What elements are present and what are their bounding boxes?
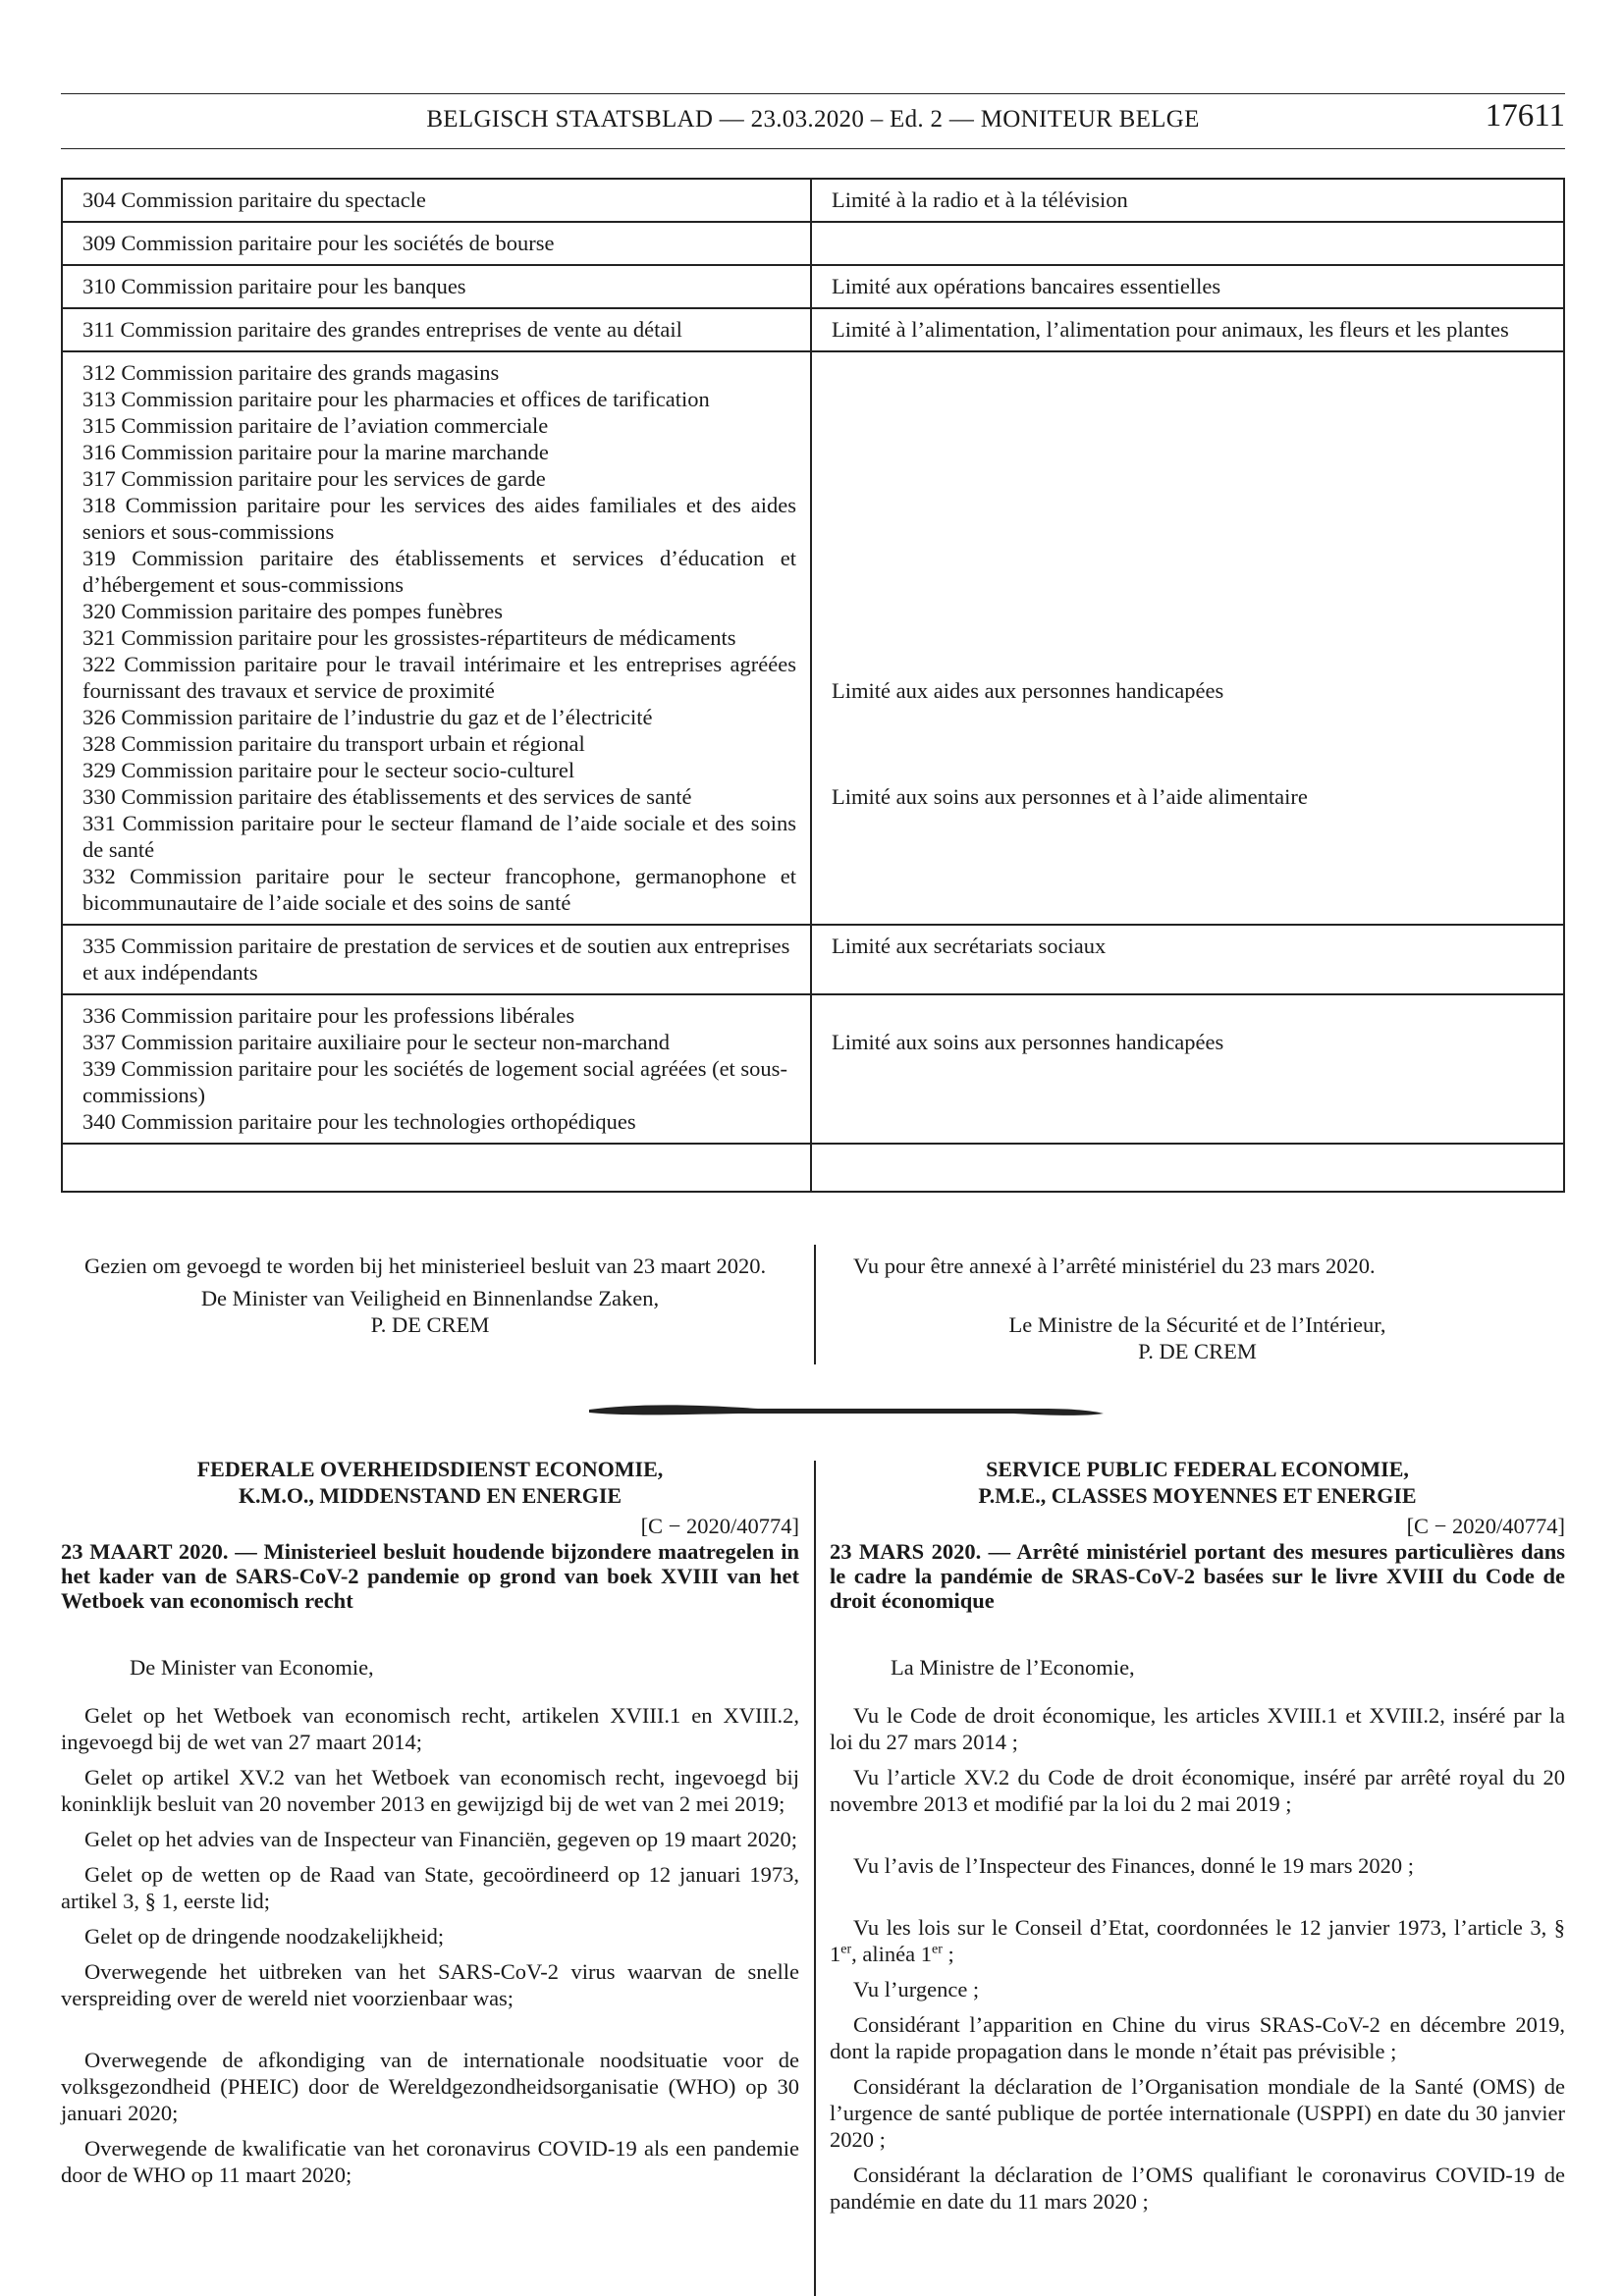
decree-paragraph: Considérant la déclaration de l’Organisation mondiale de la Santé (OMS) de l’urgence de santé publique de portée internationale (USPPI) en date du 30 janvier 2020 ; [830,2074,1565,2152]
table-row [62,222,1564,265]
decree-nl [61,1456,799,2188]
header-top-rule [61,93,1565,94]
annex-table [61,178,1565,1193]
table-row [62,179,1564,222]
page-header [61,98,1565,147]
decree-title: 23 MARS 2020. — Arrêté ministériel portant des mesures particulières dans le cadre la pandémie de SRAS-CoV-2 basées sur le livre XVIII du Code de droit économique [830,1539,1565,1613]
table-cell-committee: 309 Commission paritaire pour les sociétés de bourse [62,222,811,265]
header-title: BELGISCH STAATSBLAD — 23.03.2020 – Ed. 2 — MONITEUR BELGE [426,106,1200,133]
table-cell-limitation: Limité à la radio et à la télévision [811,179,1564,222]
limitation-note: Limité aux aides aux personnes handicapées [832,678,1224,703]
table-cell-limitation: Limité aux opérations bancaires essentielles [811,265,1564,308]
table-cell-limitation: Limité aux soins aux personnes handicapées [811,994,1564,1144]
signatory-name: P. DE CREM [370,1312,490,1337]
page [61,0,1565,2296]
table-cell-committee-list: 312 Commission paritaire des grands magasins 313 Commission paritaire pour les pharmacies et offices de tarification 315 Commission paritaire de l’aviation commerciale 316 Commission paritaire pour la marine marchande 317 Commission paritaire pour les services de garde 318 Commission paritaire pour les services des aides familiales et des aides seniors et sous-commissions 319 Commission paritaire des établissements et services d’éducation et d’hébergement et sous-commissions 320 Commission paritaire des pompes funèbres 321 Commission paritaire pour les grossistes-répartiteurs de médicaments 322 Commission paritaire pour le travail intérimaire et les entreprises agréées fournissant des travaux et service de proximité 326 Commission paritaire de l’industrie du gaz et de l’électricité 328 Commission paritaire du transport urbain et régional 329 Commission paritaire pour le secteur socio-culturel 330 Commission paritaire des établissements et des services de santé 331 Commission paritaire pour le secteur flamand de l’aide sociale et des soins de santé 332 Commission paritaire pour le secteur francophone, germanophone et bicommunautaire de l’aide sociale et des soins de santé [62,351,811,925]
decree-paragraph: Gelet op het advies van de Inspecteur van Financiën, gegeven op 19 maart 2020; [84,1827,798,1851]
reference-number: [C − 2020/40774] [1406,1514,1565,1538]
section-separator [581,1397,1111,1426]
signatory-title: Le Ministre de la Sécurité et de l’Intérieur, [1008,1312,1386,1337]
decree-paragraph: Overwegende de afkondiging van de internationale noodsituatie voor de volksgezondheid (PHEIC) door de Wereldgezondheidsorganisatie (WHO) op 30 januari 2020; [61,2048,799,2125]
authority-name: FEDERALE OVERHEIDSDIENST ECONOMIE, [196,1457,664,1481]
table-row [62,308,1564,351]
decree-paragraph: Gelet op de dringende noodzakelijkheid; [84,1924,445,1949]
decree-paragraph: Considérant la déclaration de l’OMS qualifiant le coronavirus COVID-19 de pandémie en date du 11 mars 2020 ; [830,2163,1565,2214]
decree-paragraph: Gelet op het Wetboek van economisch recht, artikelen XVIII.1 en XVIII.2, ingevoegd bij de wet van 27 maart 2014; [61,1703,799,1754]
decree-paragraph: Vu l’avis de l’Inspecteur des Finances, donné le 19 mars 2020 ; [853,1853,1415,1878]
table-cell-committee: 335 Commission paritaire de prestation de services et de soutien aux entreprises et aux indépendants [62,925,811,994]
decree-minister: De Minister van Economie, [130,1655,374,1680]
limitation-note: Limité aux soins aux personnes et à l’aide alimentaire [832,784,1308,809]
table-cell-empty [811,1144,1564,1192]
table-row [62,351,1564,925]
decree-paragraph: Vu les lois sur le Conseil d’Etat, coordonnées le 12 janvier 1973, l’article 3, § 1er, alinéa 1er ; [830,1915,1565,1966]
table-cell-committee: 304 Commission paritaire du spectacle [62,179,811,222]
table-row [62,925,1564,994]
decree-paragraph: Overwegende de kwalificatie van het coronavirus COVID-19 als een pandemie door de WHO op 11 maart 2020; [61,2136,799,2187]
decree-minister: La Ministre de l’Economie, [891,1655,1135,1680]
decree-fr [830,1456,1565,2215]
table-row [62,994,1564,1144]
authority-name: P.M.E., CLASSES MOYENNES ET ENERGIE [978,1483,1417,1508]
decree-paragraph: Gelet op de wetten op de Raad van State, gecoördineerd op 12 januari 1973, artikel 3, § 1, eerste lid; [61,1862,799,1913]
column-divider [814,1245,816,1364]
table-cell-empty [62,1144,811,1192]
signatory-name: P. DE CREM [1138,1339,1257,1363]
decree-title: 23 MAART 2020. — Ministerieel besluit houdende bijzondere maatregelen in het kader van de SARS-CoV-2 pandemie op grond van boek XVIII van het Wetboek van economisch recht [61,1539,799,1613]
annex-footer-nl [61,1253,799,1338]
column-divider [814,1461,816,2296]
table-cell-limitation: Limité à l’alimentation, l’alimentation pour animaux, les fleurs et les plantes [811,308,1564,351]
page-number: 17611 [1485,98,1565,133]
annex-note: Gezien om gevoegd te worden bij het ministerieel besluit van 23 maart 2020. [84,1254,767,1278]
annex-footer-fr [830,1253,1565,1364]
decree-paragraph: Gelet op artikel XV.2 van het Wetboek van economisch recht, ingevoegd bij koninklijk besluit van 20 november 2013 en gewijzigd bij de wet van 2 mei 2019; [61,1765,799,1816]
table-cell-limitation: Limité aux secrétariats sociaux [811,925,1564,994]
decree-paragraph: Considérant l’apparition en Chine du virus SRAS-CoV-2 en décembre 2019, dont la rapide propagation dans le monde n’était pas prévisible ; [830,2012,1565,2063]
decree-paragraph: Vu l’urgence ; [853,1977,980,2002]
table-row [62,265,1564,308]
decree-paragraph: Overwegende het uitbreken van het SARS-CoV-2 virus waarvan de snelle verspreiding over de wereld niet voorzienbaar was; [61,1959,799,2010]
header-bottom-rule [61,148,1565,149]
decree-paragraph: Vu l’article XV.2 du Code de droit économique, inséré par arrêté royal du 20 novembre 2013 et modifié par la loi du 2 mai 2019 ; [830,1765,1565,1816]
table-cell-committee-list: 336 Commission paritaire pour les professions libérales 337 Commission paritaire auxiliaire pour le secteur non-marchand 339 Commission paritaire pour les sociétés de logement social agréées (et sous-commissions) 340 Commission paritaire pour les technologies orthopédiques [62,994,811,1144]
table-cell-limitation [811,351,1564,925]
table-cell-committee: 311 Commission paritaire des grandes entreprises de vente au détail [62,308,811,351]
annex-note: Vu pour être annexé à l’arrêté ministériel du 23 mars 2020. [853,1254,1376,1278]
decree-paragraph: Vu le Code de droit économique, les articles XVIII.1 et XVIII.2, inséré par la loi du 27 mars 2014 ; [830,1703,1565,1754]
authority-name: SERVICE PUBLIC FEDERAL ECONOMIE, [986,1457,1409,1481]
signatory-title: De Minister van Veiligheid en Binnenlandse Zaken, [200,1286,660,1310]
table-cell-limitation [811,222,1564,265]
table-cell-committee: 310 Commission paritaire pour les banques [62,265,811,308]
table-row [62,1144,1564,1192]
authority-name: K.M.O., MIDDENSTAND EN ENERGIE [238,1483,622,1508]
reference-number: [C − 2020/40774] [640,1514,799,1538]
